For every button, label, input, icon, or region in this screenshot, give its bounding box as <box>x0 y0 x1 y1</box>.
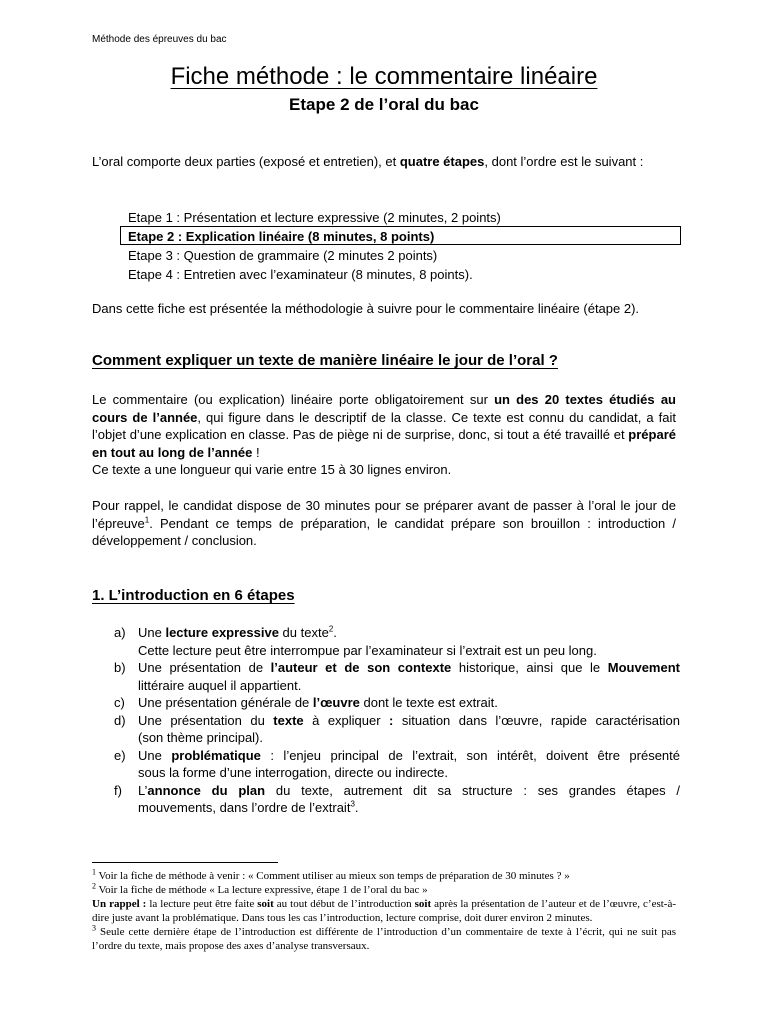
intro-bold: quatre étapes <box>399 154 485 169</box>
footnote-1-number: 1 <box>92 867 96 877</box>
footnote-ref-2: 2 <box>328 624 334 634</box>
footnote-rappel <box>92 897 676 925</box>
item-c-bold: l’œuvre <box>312 695 360 710</box>
item-b-line-2: littéraire auquel il appartient. <box>138 677 302 693</box>
page-title-text: Fiche méthode : le commentaire linéaire <box>170 63 598 90</box>
item-c-text-1: Une présentation générale de <box>138 695 313 710</box>
footnote-ref-3: 3 <box>350 799 355 809</box>
footnote-2 <box>92 883 676 897</box>
footnote-1-text: Voir la fiche de méthode à venir : « Comment utiliser au mieux son temps de préparation de 30 minutes ? » <box>96 870 570 882</box>
item-d-line-2: (son thème principal). <box>138 730 263 745</box>
rappel-text-2: au tout début de l’introduction <box>273 898 415 910</box>
item-b-text-1: Une présentation de <box>138 660 271 675</box>
item-f-line-1 <box>138 782 680 800</box>
page-title <box>0 62 768 92</box>
list-label-b: b) <box>114 660 126 675</box>
list-label-d: d) <box>114 712 126 728</box>
footnote-1 <box>92 869 676 883</box>
texte-paragraph <box>92 391 676 479</box>
fiche-paragraph: Dans cette fiche est présentée la méthodologie à suivre pour le commentaire linéaire (étape 2). <box>92 301 640 316</box>
item-b-bold-1: l’auteur et de son contexte <box>270 660 452 675</box>
p3-text-1: Pour rappel, le candidat dispose de 30 minutes pour se préparer avant de passer à l’oral le jour de l’épreuve <box>92 498 676 531</box>
rappel-paragraph <box>92 497 676 550</box>
list-label-e: e) <box>114 747 126 763</box>
p2-bold-2: préparé en tout au long de l’année <box>92 427 676 460</box>
footnote-2-number: 2 <box>92 881 96 891</box>
p2-text-1: Le commentaire (ou explication) linéaire porte obligatoirement sur <box>92 392 495 407</box>
page-subtitle: Etape 2 de l’oral du bac <box>289 95 479 114</box>
p2-text-2: , qui figure dans le descriptif de la classe. Ce texte est connu du candidat, a fait l’objet d’une explication en classe. Pas de piège ni de surprise, donc, si tout a été travaillé et <box>92 409 676 442</box>
intro-text: L’oral comporte deux parties (exposé et entretien), et <box>92 154 400 169</box>
item-e-line-1 <box>138 747 680 765</box>
item-d-text-1: Une présentation du <box>138 712 274 728</box>
step-2: Etape 2 : Explication linéaire (8 minutes, 8 points) <box>128 229 435 244</box>
footnote-3 <box>92 925 676 953</box>
item-e-text-2: : l’enjeu principal de l’extrait, son intérêt, doivent être présenté <box>260 747 680 763</box>
list-item-d <box>92 712 680 747</box>
intro-text-end: , dont l’ordre est le suivant : <box>484 154 644 169</box>
rappel-bold-1: Un rappel : <box>92 898 147 910</box>
p2-text-3: ! <box>252 444 260 460</box>
step-3: Etape 3 : Question de grammaire (2 minutes 2 points) <box>128 248 438 263</box>
item-a-bold: lecture expressive <box>165 625 279 640</box>
footnote-2-text: Voir la fiche de méthode « La lecture expressive, étape 1 de l’oral du bac » <box>96 884 428 896</box>
item-e-bold: problématique <box>171 747 261 763</box>
p3-text-2: . Pendant ce temps de préparation, le candidat prépare son brouillon : introduction / développement / conclusion. <box>92 515 676 548</box>
item-b-text-2: historique, ainsi que le <box>451 660 608 675</box>
item-d-text-2: à expliquer <box>303 712 390 728</box>
section-heading-2: 1. L’introduction en 6 étapes <box>92 587 295 604</box>
item-f-text-3: . <box>354 800 359 815</box>
item-a-line-2: Cette lecture peut être interrompue par l’examinateur si l’extrait est un peu long. <box>138 642 597 658</box>
item-f-text-2: du texte, autrement dit sa structure : ses grandes étapes / <box>265 782 680 798</box>
item-d-bold-2: : <box>389 712 394 728</box>
item-f-text-1: L’ <box>138 782 148 798</box>
rappel-bold-2: soit <box>257 898 274 910</box>
item-d-text-3: situation dans l’œuvre, rapide caractérisation <box>393 712 680 728</box>
item-b-bold-2: Mouvement <box>607 660 680 675</box>
item-f-line-2: mouvements, dans l’ordre de l’extrait <box>138 800 351 815</box>
list-label-f: f) <box>114 782 122 798</box>
list-label-c: c) <box>114 695 125 710</box>
item-d-bold-1: texte <box>273 712 304 728</box>
list-label-a: a) <box>114 625 126 640</box>
item-a-text-1: Une <box>138 625 166 640</box>
rappel-text-3: après la présentation de l’auteur et de l’œuvre, c’est-à-dire juste avant la problématique. Dans tous les cas l’introduction, lecture comprise, doit durer environ 2 minutes. <box>92 898 676 924</box>
footnote-ref-1: 1 <box>144 515 150 525</box>
step-4: Etape 4 : Entretien avec l’examinateur (8 minutes, 8 points). <box>128 267 473 282</box>
item-c-text-2: dont le texte est extrait. <box>359 695 498 710</box>
section-heading-1: Comment expliquer un texte de manière linéaire le jour de l’oral ? <box>92 352 558 369</box>
intro-steps-list <box>92 624 680 817</box>
item-d-line-1 <box>138 712 680 730</box>
item-f-bold: annonce du plan <box>147 782 266 798</box>
item-a-text-3: . <box>333 625 337 640</box>
page-header: Méthode des épreuves du bac <box>92 34 227 45</box>
footnote-3-text: Seule cette dernière étape de l’introduction est différente de l’introduction d’un commentaire de texte à l’écrit, qui ne suit pas l’ordre du texte, mais propose des axes d’analyse transversaux. <box>92 926 676 952</box>
intro-paragraph <box>92 153 676 171</box>
item-a-text-2: du texte <box>278 625 329 640</box>
steps-list <box>128 208 501 284</box>
list-item-a <box>92 624 680 659</box>
p2-text-4: Ce texte a une longueur qui varie entre 15 à 30 lignes environ. <box>92 462 452 477</box>
rappel-text-1: la lecture peut être faite <box>146 898 258 910</box>
footnote-3-number: 3 <box>92 923 96 933</box>
footnote-separator <box>92 862 278 863</box>
p2-bold-1: un des 20 textes étudiés au cours de l’année <box>92 392 676 425</box>
item-b-line-1 <box>138 659 680 677</box>
list-item-c <box>92 694 680 712</box>
list-item-b <box>92 659 680 694</box>
footnotes <box>92 869 676 953</box>
rappel-bold-3: soit <box>414 898 432 910</box>
item-e-text-1: Une <box>138 747 172 763</box>
list-item-f <box>92 782 680 817</box>
item-e-line-2: sous la forme d’une interrogation, directe ou indirecte. <box>138 765 449 780</box>
step-1: Etape 1 : Présentation et lecture expressive (2 minutes, 2 points) <box>128 210 501 225</box>
list-item-e <box>92 747 680 782</box>
